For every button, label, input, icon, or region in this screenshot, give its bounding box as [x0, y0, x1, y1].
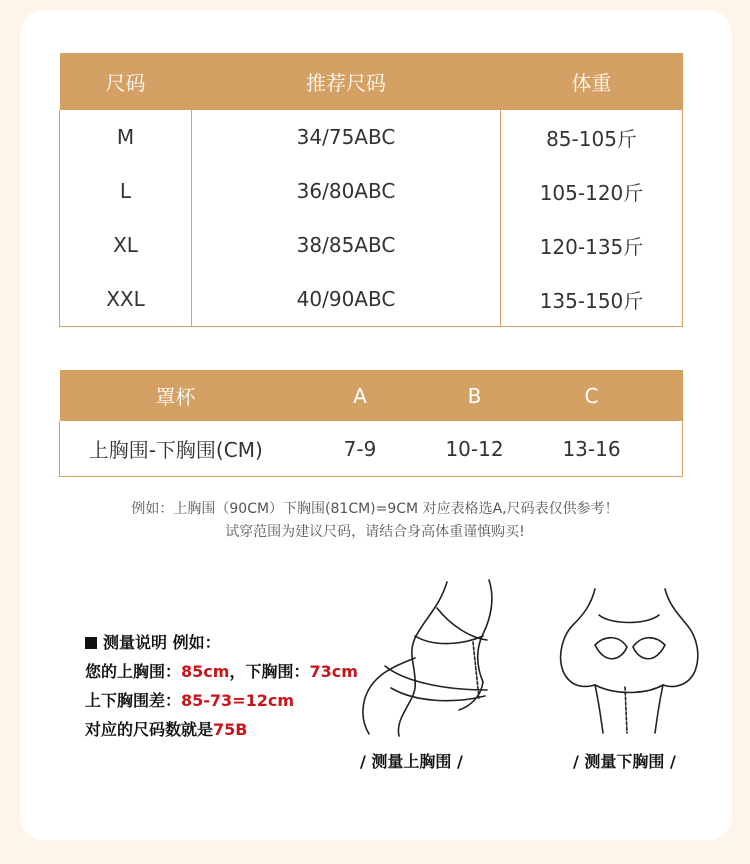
cup-row-label: 上胸围-下胸围(CM) — [60, 421, 292, 477]
header-cup-b: B — [429, 370, 521, 421]
measure-upper-line — [85, 657, 358, 686]
weight-cell: 85-105斤 — [501, 110, 683, 164]
fitting-note: 试穿范围为建议尺码，请结合身高体重谨慎购买! — [225, 524, 525, 540]
header-weight: 体重 — [501, 53, 683, 110]
header-size: 尺码 — [60, 53, 192, 110]
cup-b-value: 10-12 — [429, 421, 521, 477]
recommended-size-cell: 34/75ABC — [192, 110, 501, 164]
table-row — [60, 272, 683, 327]
measure-result-line — [85, 715, 358, 744]
upper-bust-caption: / 测量上胸围 / — [360, 752, 463, 771]
separator: ， — [229, 662, 246, 681]
weight-cell: 105-120斤 — [501, 164, 683, 218]
cup-a-value: 7-9 — [292, 421, 429, 477]
bust-diff-value: 85-73=12cm — [181, 691, 295, 710]
lower-bust-value: 73cm — [309, 662, 358, 681]
header-cup-a: A — [292, 370, 429, 421]
cup-c-value: 13-16 — [521, 421, 663, 477]
measure-diff-line — [85, 686, 358, 715]
measure-title-line — [85, 628, 358, 657]
lower-bust-label: 下胸围： — [245, 662, 310, 681]
table-row — [60, 218, 683, 272]
recommended-size-cell: 40/90ABC — [192, 272, 501, 327]
measure-title: 测量说明 例如： — [103, 633, 221, 652]
upper-bust-illustration — [355, 578, 505, 738]
size-chart-table — [59, 53, 683, 327]
recommended-size-cell: 36/80ABC — [192, 164, 501, 218]
header-cup: 罩杯 — [60, 370, 292, 421]
table-row — [60, 164, 683, 218]
size-cell: XXL — [60, 272, 192, 327]
upper-bust-value: 85cm — [181, 662, 230, 681]
measurement-instructions — [85, 628, 358, 744]
cup-spacer — [663, 421, 683, 477]
table-row — [60, 110, 683, 164]
header-recommended-size: 推荐尺码 — [192, 53, 501, 110]
header-spacer — [663, 370, 683, 421]
result-label: 对应的尺码数就是 — [85, 720, 214, 739]
example-note: 例如：上胸围（90CM）下胸围(81CM)=9CM 对应表格选A,尺码表仅供参考！ — [131, 501, 619, 517]
recommended-size-cell: 38/85ABC — [192, 218, 501, 272]
result-value: 75B — [213, 720, 248, 739]
square-bullet-icon — [85, 637, 97, 649]
header-cup-c: C — [521, 370, 663, 421]
size-cell: M — [60, 110, 192, 164]
weight-cell: 120-135斤 — [501, 218, 683, 272]
cup-chart-table — [59, 370, 683, 477]
lower-bust-illustration — [555, 585, 705, 735]
bust-diff-label: 上下胸围差： — [85, 691, 182, 710]
weight-cell: 135-150斤 — [501, 272, 683, 327]
upper-bust-label: 您的上胸围： — [85, 662, 182, 681]
lower-bust-caption: / 测量下胸围 / — [573, 752, 676, 771]
size-cell: L — [60, 164, 192, 218]
cup-chart-header — [60, 370, 683, 421]
size-chart-header — [60, 53, 683, 110]
table-row — [60, 421, 683, 477]
size-cell: XL — [60, 218, 192, 272]
